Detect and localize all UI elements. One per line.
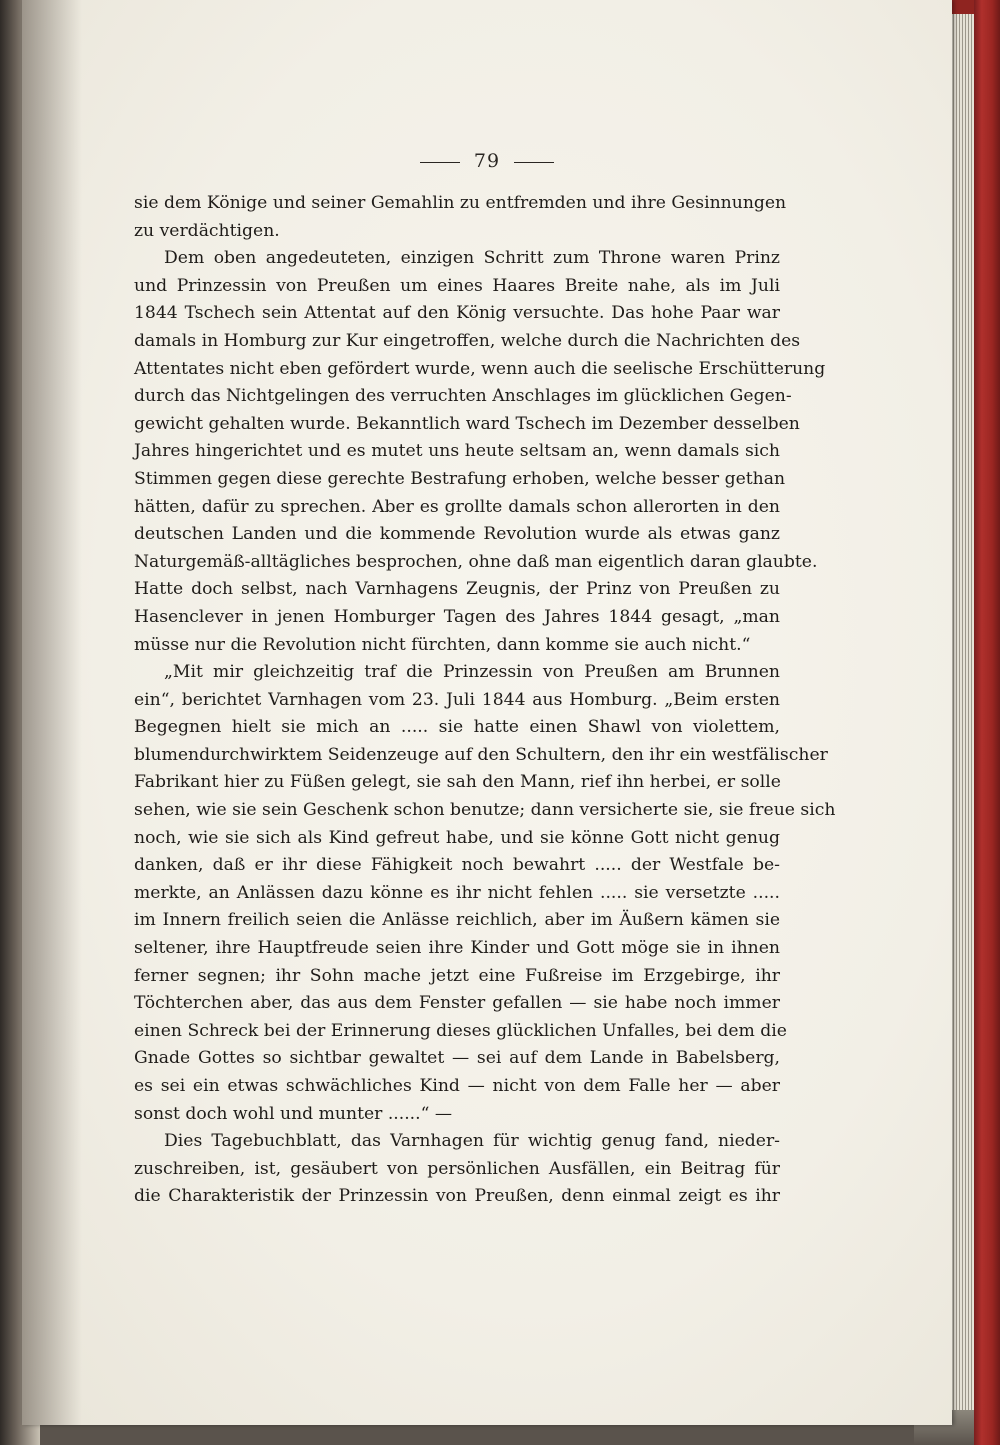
text-line: zuschreiben, ist, gesäubert von persönlichen Ausfällen, ein Beitrag für	[134, 1158, 780, 1179]
text-line: Attentates nicht eben gefördert wurde, wenn auch die seelische Erschütterung	[134, 358, 826, 379]
text-line: Jahres hingerichtet und es mutet uns heute seltsam an, wenn damals sich	[134, 441, 780, 462]
text-line: Fabrikant hier zu Füßen gelegt, sie sah den Mann, rief ihn herbei, er solle	[134, 772, 781, 793]
body-text	[134, 190, 836, 1211]
folio-dash-left	[420, 162, 460, 163]
text-line: Hasenclever in jenen Homburger Tagen des Jahres 1844 gesagt, „man	[134, 606, 780, 627]
text-line: 1844 Tschech sein Attentat auf den König versuchte. Das hohe Paar war	[134, 303, 780, 324]
text-line: einen Schreck bei der Erinnerung dieses glücklichen Unfalles, bei dem die	[134, 1020, 787, 1041]
folio-dash-right	[514, 162, 554, 163]
text-line: müsse nur die Revolution nicht fürchten, dann komme sie auch nicht.“	[134, 634, 751, 655]
text-line: und Prinzessin von Preußen um eines Haares Breite nahe, als im Juli	[134, 275, 780, 296]
text-line: zu verdächtigen.	[134, 220, 280, 241]
text-line: Dem oben angedeuteten, einzigen Schritt zum Throne waren Prinz	[164, 248, 780, 269]
text-line: merkte, an Anlässen dazu könne es ihr nicht fehlen ..... sie versetzte .....	[134, 882, 780, 903]
text-line: Stimmen gegen diese gerechte Bestrafung erhoben, welche besser gethan	[134, 468, 786, 489]
text-line: noch, wie sie sich als Kind gefreut habe, und sie könne Gott nicht genug	[134, 827, 780, 848]
text-line: Gnade Gottes so sichtbar gewaltet — sei auf dem Lande in Babelsberg,	[134, 1048, 780, 1069]
text-line: Naturgemäß-alltägliches besprochen, ohne daß man eigentlich daran glaubte.	[134, 551, 818, 572]
text-line: es sei ein etwas schwächliches Kind — nicht von dem Falle her — aber	[134, 1076, 780, 1096]
text-line: Begegnen hielt sie mich an ..... sie hatte einen Shawl von violettem,	[134, 717, 780, 738]
page-number-header	[22, 150, 952, 172]
gutter-shadow	[22, 0, 82, 1425]
text-line: sonst doch wohl und munter ......“ —	[134, 1103, 453, 1124]
text-line: sie dem Könige und seiner Gemahlin zu entfremden und ihre Gesinnungen	[134, 193, 787, 213]
text-line: blumendurchwirktem Seidenzeuge auf den Schultern, den ihr ein westfälischer	[134, 744, 828, 765]
text-line: seltener, ihre Hauptfreude seien ihre Kinder und Gott möge sie in ihnen	[134, 938, 780, 959]
page-number: 79	[473, 150, 501, 172]
text-line: ferner segnen; ihr Sohn mache jetzt eine Fußreise im Erzgebirge, ihr	[134, 965, 780, 986]
text-line: Hatte doch selbst, nach Varnhagens Zeugnis, der Prinz von Preußen zu	[134, 579, 780, 600]
text-line: Dies Tagebuchblatt, das Varnhagen für wichtig genug fand, nieder-	[164, 1131, 780, 1152]
text-line: ein“, berichtet Varnhagen vom 23. Juli 1844 aus Homburg. „Beim ersten	[134, 689, 780, 710]
text-line: Töchterchen aber, das aus dem Fenster gefallen — sie habe noch immer	[134, 993, 780, 1014]
text-line: deutschen Landen und die kommende Revolution wurde als etwas ganz	[134, 524, 780, 545]
text-line: damals in Homburg zur Kur eingetroffen, welche durch die Nachrichten des	[134, 330, 801, 351]
text-line: gewicht gehalten wurde. Bekanntlich ward Tschech im Dezember desselben	[134, 413, 800, 434]
text-line: die Charakteristik der Prinzessin von Preußen, denn einmal zeigt es ihr	[134, 1186, 780, 1207]
red-cover-edge	[974, 0, 1000, 1445]
text-line: hätten, dafür zu sprechen. Aber es grollte damals schon allerorten in den	[134, 496, 780, 517]
text-line: danken, daß er ihr diese Fähigkeit noch bewahrt ..... der Westfale be-	[134, 855, 780, 876]
text-line: im Innern freilich seien die Anlässe reichlich, aber im Äußern kämen sie	[134, 910, 780, 931]
text-line: durch das Nichtgelingen des verruchten Anschlages im glücklichen Gegen-	[134, 386, 792, 407]
text-line: „Mit mir gleichzeitig traf die Prinzessin von Preußen am Brunnen	[164, 662, 780, 683]
text-line: sehen, wie sie sein Geschenk schon benutze; dann versicherte sie, sie freue sich	[134, 800, 836, 821]
book-page	[22, 0, 952, 1425]
